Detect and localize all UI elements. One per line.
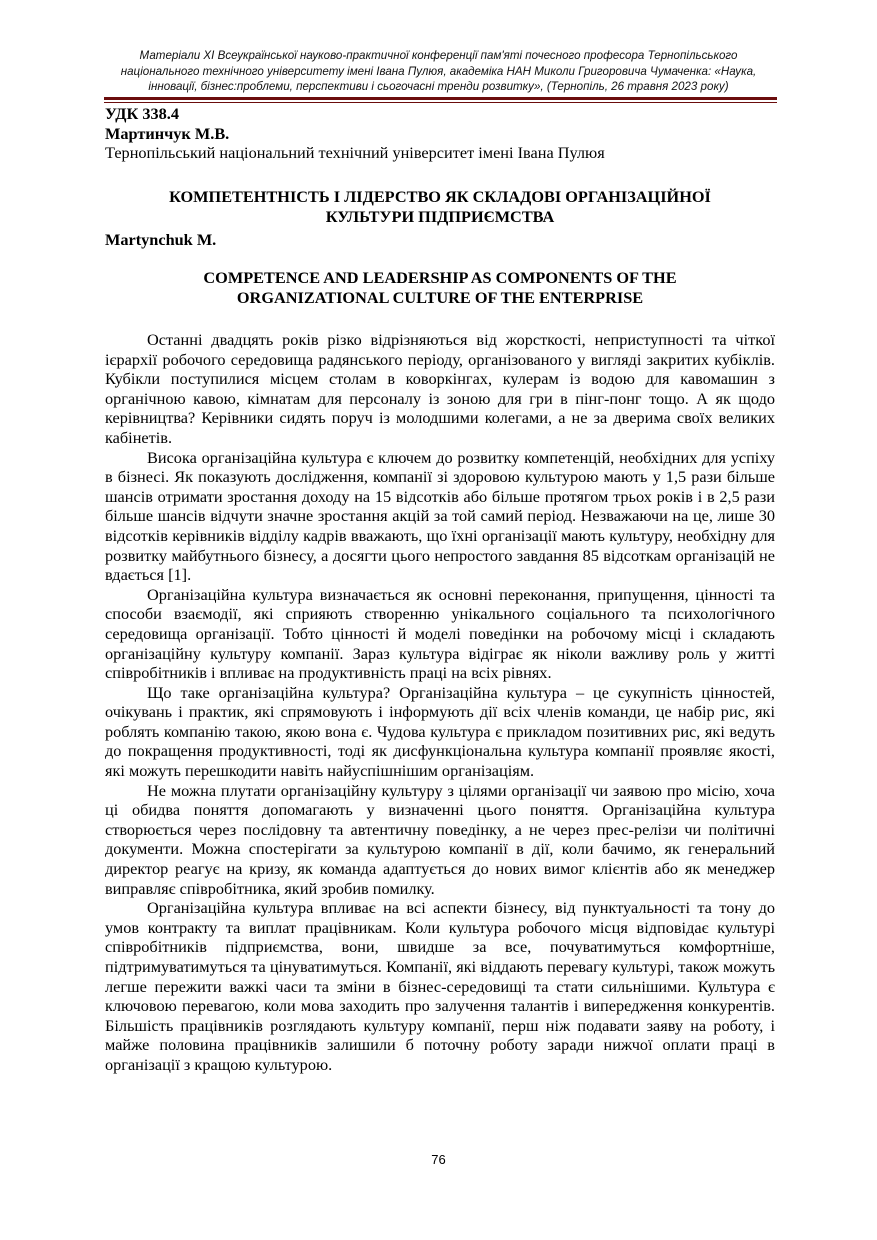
running-header [100, 48, 777, 95]
header-rule-thick [104, 97, 777, 100]
header-line-2: національного технічного університету імені Івана Пулюя, академіка НАН Миколи Григоровича Чумаченка: «Наука, [120, 64, 757, 78]
author-ua: Мартинчук М.В. [105, 123, 230, 143]
title-ukrainian [105, 187, 775, 227]
header-rule-thin [104, 102, 777, 103]
title-ua-line-2: КУЛЬТУРИ ПІДПРИЄМСТВА [325, 207, 555, 226]
title-en-line-2: ORGANIZATIONAL CULTURE OF THE ENTERPRISE [236, 288, 644, 307]
article-body [105, 330, 775, 1075]
header-line-3: інновації, бізнес:проблеми, перспективи і сьогочасні тренди розвитку», (Тернопіль, 26 травня 2023 року) [148, 80, 729, 93]
paragraph: Останні двадцять років різко відрізняються від жорсткості, неприступності та чіткої ієрархії робочого середовища радянського періоду, організованого у вигляді закритих кубіклів. Кубікли поступилися місцем столам в коворкінгах, кулерам із водою для кавомашин з органічною кавою, кімнатам для персоналу із зоною для гри в пінг-понг тощо. А як щодо керівництва? Керівники сидять поруч із молодшими колегами, а не за дверима своїх великих кабінетів. [105, 330, 775, 447]
header-line-1: Матеріали ХІ Всеукраїнської науково-практичної конференції пам'яті почесного професора Тернопільського [139, 49, 738, 62]
page-number: 76 [431, 1152, 446, 1167]
author-en: Martynchuk M. [105, 230, 217, 249]
paragraph: Висока організаційна культура є ключем до розвитку компетенцій, необхідних для успіху в бізнесі. Як показують дослідження, компанії зі здоровою культурою мають у 1,5 рази більше шансів отримати зростання доходу на 15 відсотків або більше протягом трьох років і в 2,5 рази більше шансів відчути значне зростання акцій за той самий період. Незважаючи на це, лише 30 відсотків керівників відділу кадрів вважають, що їхні організації мають культуру, необхідну для розвитку майбутнього бізнесу, а досягти цього непростого завдання 85 відсоткам організацій не вдається [1]. [105, 447, 775, 585]
title-english [105, 268, 775, 308]
affiliation: Тернопільський національний технічний університет імені Івана Пулюя [105, 143, 605, 162]
paragraph: Організаційна культура визначається як основні переконання, припущення, цінності та способи взаємодії, які сприяють створенню унікального соціального та психологічного середовища організації. Тобто цінності й моделі поведінки на робочому місці і складають організаційну культуру компанії. Зараз культура відіграє як ніколи важливу роль у житті співробітників і впливає на продуктивність праці на всіх рівнях. [105, 584, 775, 683]
title-ua-line-1: КОМПЕТЕНТНІСТЬ І ЛІДЕРСТВО ЯК СКЛАДОВІ ОРГАНІЗАЦІЙНОЇ [169, 187, 711, 206]
paragraph: Організаційна культура впливає на всі аспекти бізнесу, від пунктуальності та тону до умов контракту та виплат працівникам. Коли культура робочого місця відповідає культурі співробітників підприємства, вони, швидше за все, почуватимуться комфортніше, підтримуватимуться та цінуватимуться. Компанії, які віддають перевагу культурі, також можуть легше пережити важкі часи та зміни в бізнес-середовищі та стати сильнішими. Культура є ключовою перевагою, коли мова заходить про залучення талантів і випередження конкурентів. Більшість працівників розглядають культуру компанії, перш ніж подавати заяву на роботу, і майже половина працівників залишили б поточну роботу заради нижчої оплати праці в організації з кращою культурою. [105, 898, 775, 1074]
paragraph: Не можна плутати організаційну культуру з цілями організації чи заявою про місію, хоча ці обидва поняття допомагають у визначенні цього поняття. Організаційна культура створюється через послідовну та автентичну поведінку, а не через прес-релізи чи політичні документи. Можна спостерігати за культурою компанії в дії, коли бачимо, як генеральний директор реагує на кризу, як команда адаптується до нових вимог клієнтів або як менеджер виправляє співробітника, який зробив помилку. [105, 780, 775, 898]
title-en-line-1: COMPETENCE AND LEADERSHIP AS COMPONENTS OF THE [203, 268, 677, 287]
paragraph: Що таке організаційна культура? Організаційна культура – це сукупність цінностей, очікувань і практик, які спрямовують і інформують дії всіх членів команди, це набір рис, які роблять компанію такою, якою вона є. Чудова культура є прикладом позитивних рис, які ведуть до покращення продуктивності, тоді як дисфункціональна культура компанії проявляє якості, які можуть перешкодити навіть найуспішнішим організаціям. [105, 682, 775, 781]
udc-code: УДК 338.4 [105, 104, 180, 123]
article-meta [105, 104, 775, 163]
